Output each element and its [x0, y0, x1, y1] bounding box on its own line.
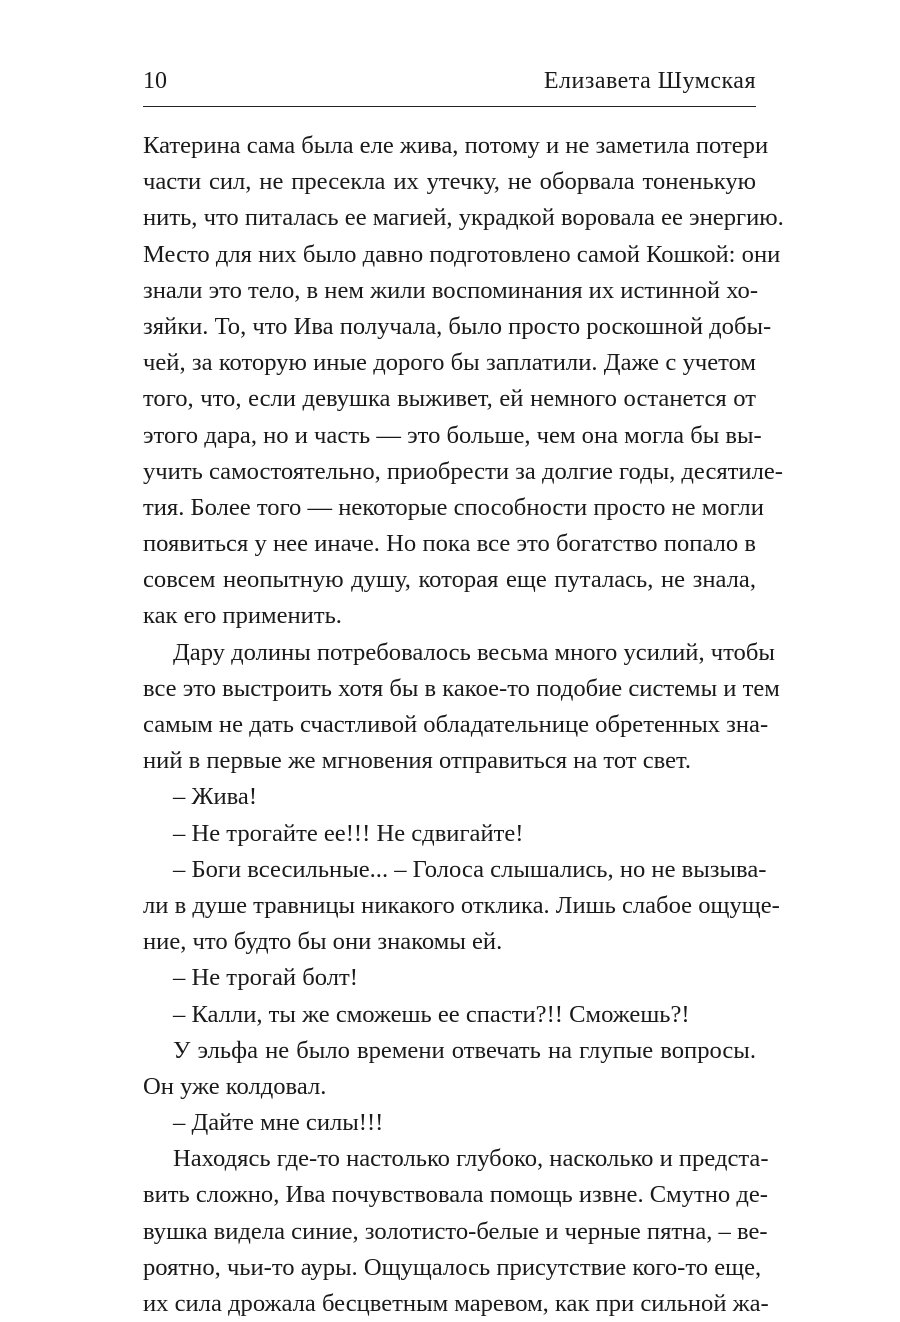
text-line: роятно, чьи-то ауры. Ощущалось присутствие кого-то еще, — [143, 1253, 762, 1281]
text-line: того, что, если девушка выживет, ей немного останется от — [143, 385, 756, 413]
running-head-author: Елизавета Шумская — [543, 68, 756, 94]
page-header — [143, 64, 756, 107]
text-line: Находясь где-то настолько глубоко, насколько и предста- — [173, 1145, 769, 1173]
text-line: зяйки. То, что Ива получала, было просто роскошной добы- — [143, 312, 772, 340]
text-line: ли в душе травницы никакого отклика. Лишь слабое ощуще- — [143, 891, 780, 919]
text-line: появиться у нее иначе. Но пока все это богатство попало в — [143, 530, 756, 558]
text-line: – Калли, ты же сможешь ее спасти?!! Сможешь?! — [173, 1000, 690, 1028]
text-line: Катерина сама была еле жива, потому и не заметила потери — [143, 132, 769, 159]
text-line: Дару долины потребовалось весьма много усилий, чтобы — [173, 638, 775, 666]
text-line: У эльфа не было времени отвечать на глупые вопросы. — [173, 1036, 756, 1064]
page-number: 10 — [143, 68, 167, 94]
text-line: вушка видела синие, золотисто-белые и черные пятна, – ве- — [143, 1217, 768, 1245]
text-line: учить самостоятельно, приобрести за долгие годы, десятиле- — [143, 457, 783, 485]
text-line: – Дайте мне силы!!! — [173, 1109, 384, 1137]
text-line: Место для них было давно подготовлено самой Кошкой: они — [143, 240, 781, 268]
text-line: – Не трогайте ее!!! Не сдвигайте! — [173, 819, 524, 847]
text-line: как его применить. — [143, 602, 342, 630]
text-line: – Не трогай болт! — [173, 964, 358, 992]
text-line: ние, что будто бы они знакомы ей. — [143, 928, 503, 956]
text-line: части сил, не пресекла их утечку, не оборвала тоненькую — [143, 168, 756, 196]
text-line: вить сложно, Ива почувствовала помощь извне. Смутно де- — [143, 1181, 768, 1209]
text-line: нить, что питалась ее магией, украдкой воровала ее энергию. — [143, 204, 784, 232]
text-line: – Боги всесильные... – Голоса слышались, но не вызыва- — [173, 855, 767, 883]
text-line: совсем неопытную душу, которая еще путалась, не знала, — [143, 566, 756, 594]
text-line: все это выстроить хотя бы в какое-то подобие системы и тем — [143, 674, 780, 702]
text-line: самым не дать счастливой обладательнице обретенных зна- — [143, 711, 769, 738]
text-line: этого дара, но и часть — это больше, чем она могла бы вы- — [143, 421, 762, 449]
body-text — [143, 128, 784, 1322]
text-line: Он уже колдовал. — [143, 1072, 327, 1100]
text-line: – Жива! — [173, 783, 258, 811]
text-line: их сила дрожала бесцветным маревом, как при сильной жа- — [143, 1290, 769, 1317]
text-line: ний в первые же мгновения отправиться на тот свет. — [143, 747, 692, 775]
text-line: тия. Более того — некоторые способности просто не могли — [143, 493, 764, 521]
text-line: чей, за которую иные дорого бы заплатили. Даже с учетом — [143, 349, 756, 377]
text-line: знали это тело, в нем жили воспоминания их истинной хо- — [143, 276, 759, 304]
